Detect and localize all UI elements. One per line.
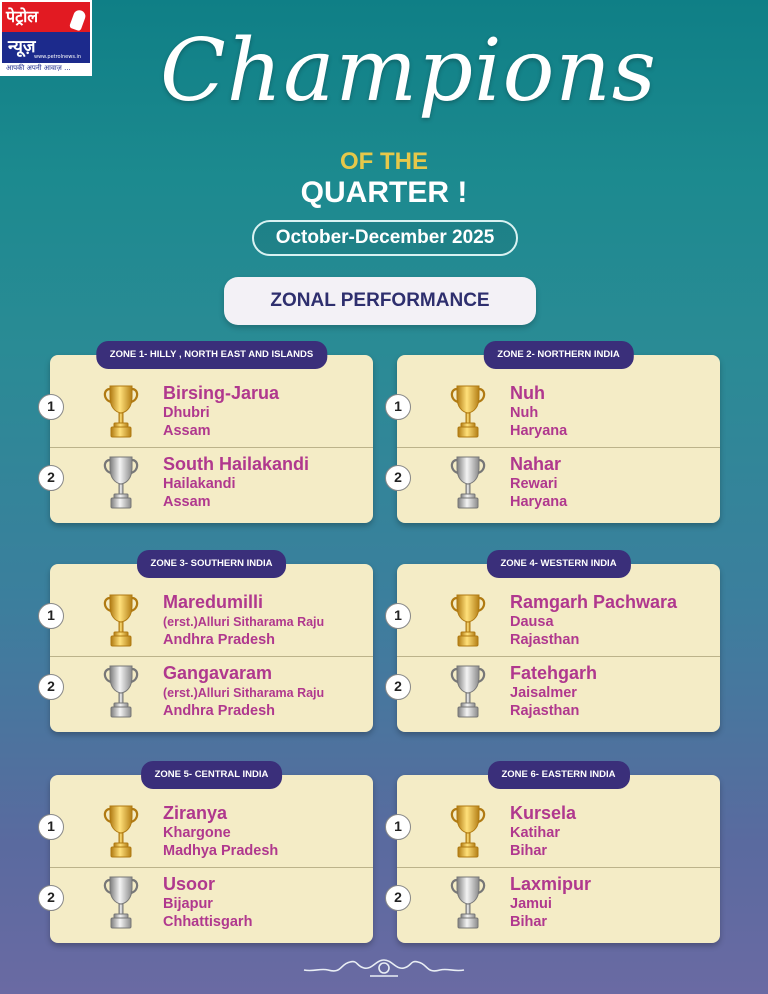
silver-trophy-icon [449, 454, 487, 512]
winner-details [510, 591, 677, 649]
winner-row [394, 447, 720, 517]
winner-details [163, 382, 279, 440]
winner-details [510, 453, 567, 511]
rank-badge: 1 [385, 394, 411, 420]
state-name: Andhra Pradesh [163, 703, 275, 719]
state-name: Rajasthan [510, 632, 580, 648]
section-title: ZONAL PERFORMANCE [224, 277, 536, 325]
zone-card-3 [47, 558, 373, 732]
state-name: Assam [163, 494, 211, 510]
rank-badge: 2 [385, 465, 411, 491]
winner-row [394, 867, 720, 937]
rank-badge: 1 [385, 603, 411, 629]
state-name: Andhra Pradesh [163, 632, 275, 648]
ornament-divider-icon [300, 956, 468, 980]
district-name: Jamui [510, 896, 552, 912]
zone-card-4 [394, 558, 720, 732]
silver-trophy-icon [449, 874, 487, 932]
winner-details [163, 873, 252, 931]
silver-trophy-icon [102, 454, 140, 512]
silver-trophy-icon [449, 663, 487, 721]
winner-row [47, 867, 373, 937]
district-name: Katihar [510, 825, 560, 841]
winner-row [47, 656, 373, 726]
state-name: Madhya Pradesh [163, 843, 279, 859]
winner-row [47, 586, 373, 656]
outlet-name: Gangavaram [163, 663, 273, 683]
district-name: (erst.)Alluri Sitharama Raju [163, 615, 325, 629]
rank-badge: 2 [38, 465, 64, 491]
gold-trophy-icon [449, 383, 487, 441]
outlet-name: Usoor [163, 874, 216, 894]
outlet-name: Kursela [510, 803, 577, 823]
winner-details [163, 453, 309, 511]
rank-badge: 2 [385, 674, 411, 700]
rank-badge: 1 [385, 814, 411, 840]
outlet-name: Laxmipur [510, 874, 592, 894]
zone-label: ZONE 4- WESTERN INDIA [486, 550, 630, 578]
district-name: Rewari [510, 476, 558, 492]
winner-details [510, 873, 591, 931]
winner-row [47, 447, 373, 517]
gold-trophy-icon [102, 803, 140, 861]
zone-label: ZONE 5- CENTRAL INDIA [141, 761, 283, 789]
district-name: (erst.)Alluri Sitharama Raju [163, 686, 325, 700]
state-name: Bihar [510, 914, 548, 930]
state-name: Assam [163, 423, 211, 439]
zone-card-5 [47, 769, 373, 943]
district-name: Dausa [510, 614, 554, 630]
winner-details [510, 382, 567, 440]
winner-row [47, 377, 373, 447]
district-name: Jaisalmer [510, 685, 577, 701]
logo-url: www.petrolnews.in [34, 54, 82, 60]
district-name: Nuh [510, 405, 539, 421]
outlet-name: South Hailakandi [163, 454, 310, 474]
outlet-name: Nahar [510, 454, 562, 474]
gold-trophy-icon [449, 592, 487, 650]
outlet-name: Birsing-Jarua [163, 383, 280, 403]
logo-line1: पेट्रोल [2, 2, 90, 32]
district-name: Khargone [163, 825, 231, 841]
gold-trophy-icon [102, 383, 140, 441]
winner-details [163, 662, 324, 720]
zone-label: ZONE 6- EASTERN INDIA [487, 761, 629, 789]
winner-row [47, 797, 373, 867]
district-name: Dhubri [163, 405, 210, 421]
subtitle-of-the: OF THE [340, 148, 428, 175]
rank-badge: 2 [38, 674, 64, 700]
logo-tagline: आपकी अपनी आवाज़ ... [2, 63, 90, 74]
rank-badge: 1 [38, 394, 64, 420]
winner-row [394, 377, 720, 447]
zone-card-6 [394, 769, 720, 943]
outlet-name: Nuh [510, 383, 545, 403]
state-name: Haryana [510, 423, 568, 439]
gold-trophy-icon [102, 592, 140, 650]
winner-details [510, 662, 597, 720]
subtitle-quarter: QUARTER ! [300, 176, 468, 209]
period-badge: October-December 2025 [252, 220, 518, 256]
state-name: Chhattisgarh [163, 914, 253, 930]
logo-line2: न्यूज़ [8, 37, 36, 57]
zone-label: ZONE 3- SOUTHERN INDIA [137, 550, 287, 578]
zone-label: ZONE 2- NORTHERN INDIA [483, 341, 633, 369]
outlet-name: Ramgarh Pachwara [510, 592, 678, 612]
winner-details [163, 591, 324, 649]
state-name: Rajasthan [510, 703, 580, 719]
silver-trophy-icon [102, 874, 140, 932]
district-name: Bijapur [163, 896, 213, 912]
outlet-name: Maredumilli [163, 592, 264, 612]
rank-badge: 2 [38, 885, 64, 911]
silver-trophy-icon [102, 663, 140, 721]
winner-details [510, 802, 576, 860]
rank-badge: 1 [38, 814, 64, 840]
gold-trophy-icon [449, 803, 487, 861]
outlet-name: Fatehgarh [510, 663, 598, 683]
brand-logo [0, 0, 92, 76]
winner-row [394, 586, 720, 656]
winner-details [163, 802, 278, 860]
zone-label: ZONE 1- HILLY , NORTH EAST AND ISLANDS [96, 341, 327, 369]
zone-card-2 [394, 349, 720, 523]
outlet-name: Ziranya [163, 803, 228, 823]
rank-badge: 2 [385, 885, 411, 911]
rank-badge: 1 [38, 603, 64, 629]
page-title: Champions [160, 21, 657, 121]
district-name: Hailakandi [163, 476, 236, 492]
state-name: Haryana [510, 494, 568, 510]
winner-row [394, 797, 720, 867]
zone-card-1 [47, 349, 373, 523]
state-name: Bihar [510, 843, 548, 859]
winner-row [394, 656, 720, 726]
